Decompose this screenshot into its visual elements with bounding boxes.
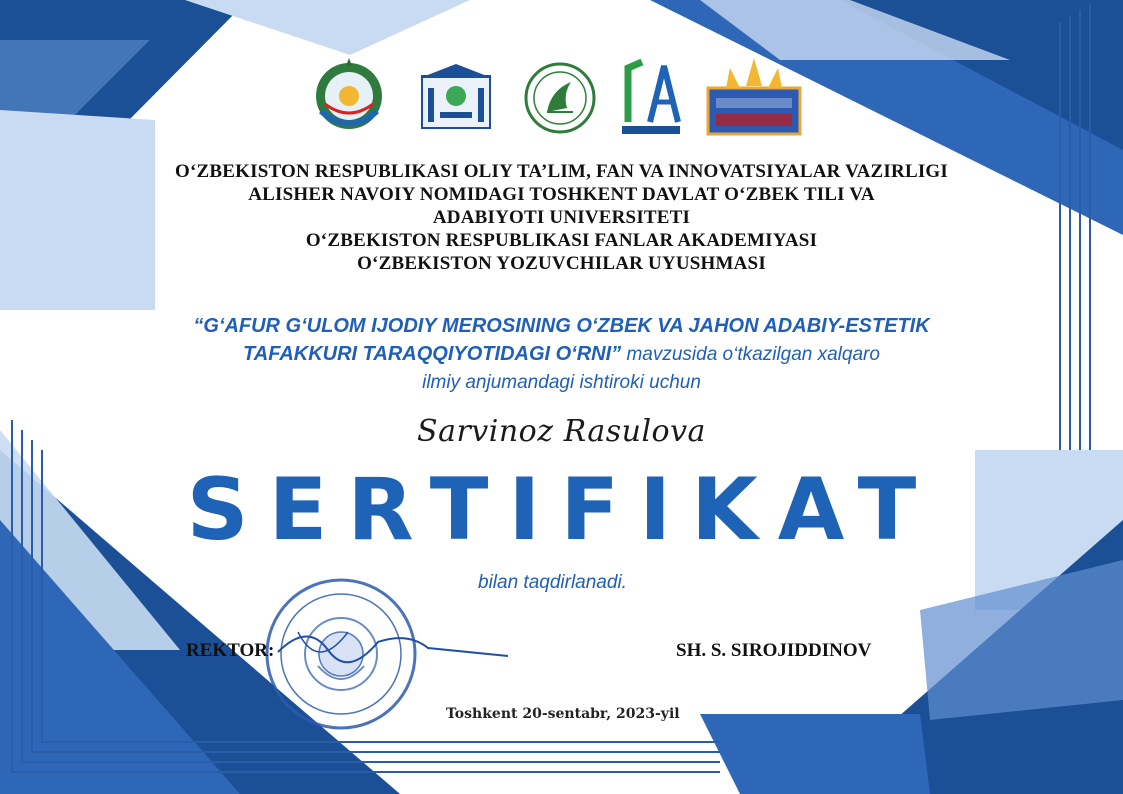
state-emblem-icon [311, 56, 387, 136]
rector-signature [268, 612, 518, 682]
certificate-title: SERTIFIKAT [186, 460, 937, 560]
theme-line-2-rest: mavzusida o‘tkazilgan xalqaro [621, 344, 880, 365]
writers-union-logo-icon [706, 58, 802, 138]
conference-theme [150, 312, 973, 397]
theme-line-2 [150, 340, 973, 369]
institution-ministry: O‘ZBEKISTON RESPUBLIKASI OLIY TA’LIM, FAN VA INNOVATSIYALAR VAZIRLIGI [175, 161, 948, 182]
institution-list [0, 160, 1123, 275]
university-logo-icon [521, 60, 599, 136]
logo-row [0, 56, 1123, 146]
ministry-logo-icon [416, 62, 496, 134]
top-wedge-light [185, 0, 470, 55]
institution-writers-union: O‘ZBEKISTON YOZUVCHILAR UYUSHMASI [357, 253, 766, 274]
theme-line-3: ilmiy anjumandagi ishtiroki uchun [422, 372, 701, 393]
rector-label: REKTOR: [186, 640, 275, 661]
institution-university-line-1: ALISHER NAVOIY NOMIDAGI TOSHKENT DAVLAT O‘ZBEK TILI VA [248, 184, 875, 205]
bottom-right-wedge [700, 714, 930, 794]
award-text: bilan taqdirlanadi. [478, 572, 627, 593]
institution-academy: O‘ZBEKISTON RESPUBLIKASI FANLAR AKADEMIYASI [305, 230, 818, 251]
institution-university-line-2: ADABIYOTI UNIVERSITETI [432, 207, 691, 228]
theme-line-1: “G‘AFUR G‘ULOM IJODIY MEROSINING O‘ZBEK VA JAHON ADABIY-ESTETIK [193, 315, 930, 337]
academy-of-sciences-logo-icon [620, 58, 682, 138]
issue-date: Toshkent 20-sentabr, 2023-yil [446, 706, 680, 722]
rector-name: SH. S. SIROJIDDINOV [676, 640, 872, 661]
recipient-name: Sarvinoz Rasulova [417, 414, 706, 449]
theme-line-2-title: TAFAKKURI TARAQQIYOTIDAGI O‘RNI” [243, 343, 622, 365]
